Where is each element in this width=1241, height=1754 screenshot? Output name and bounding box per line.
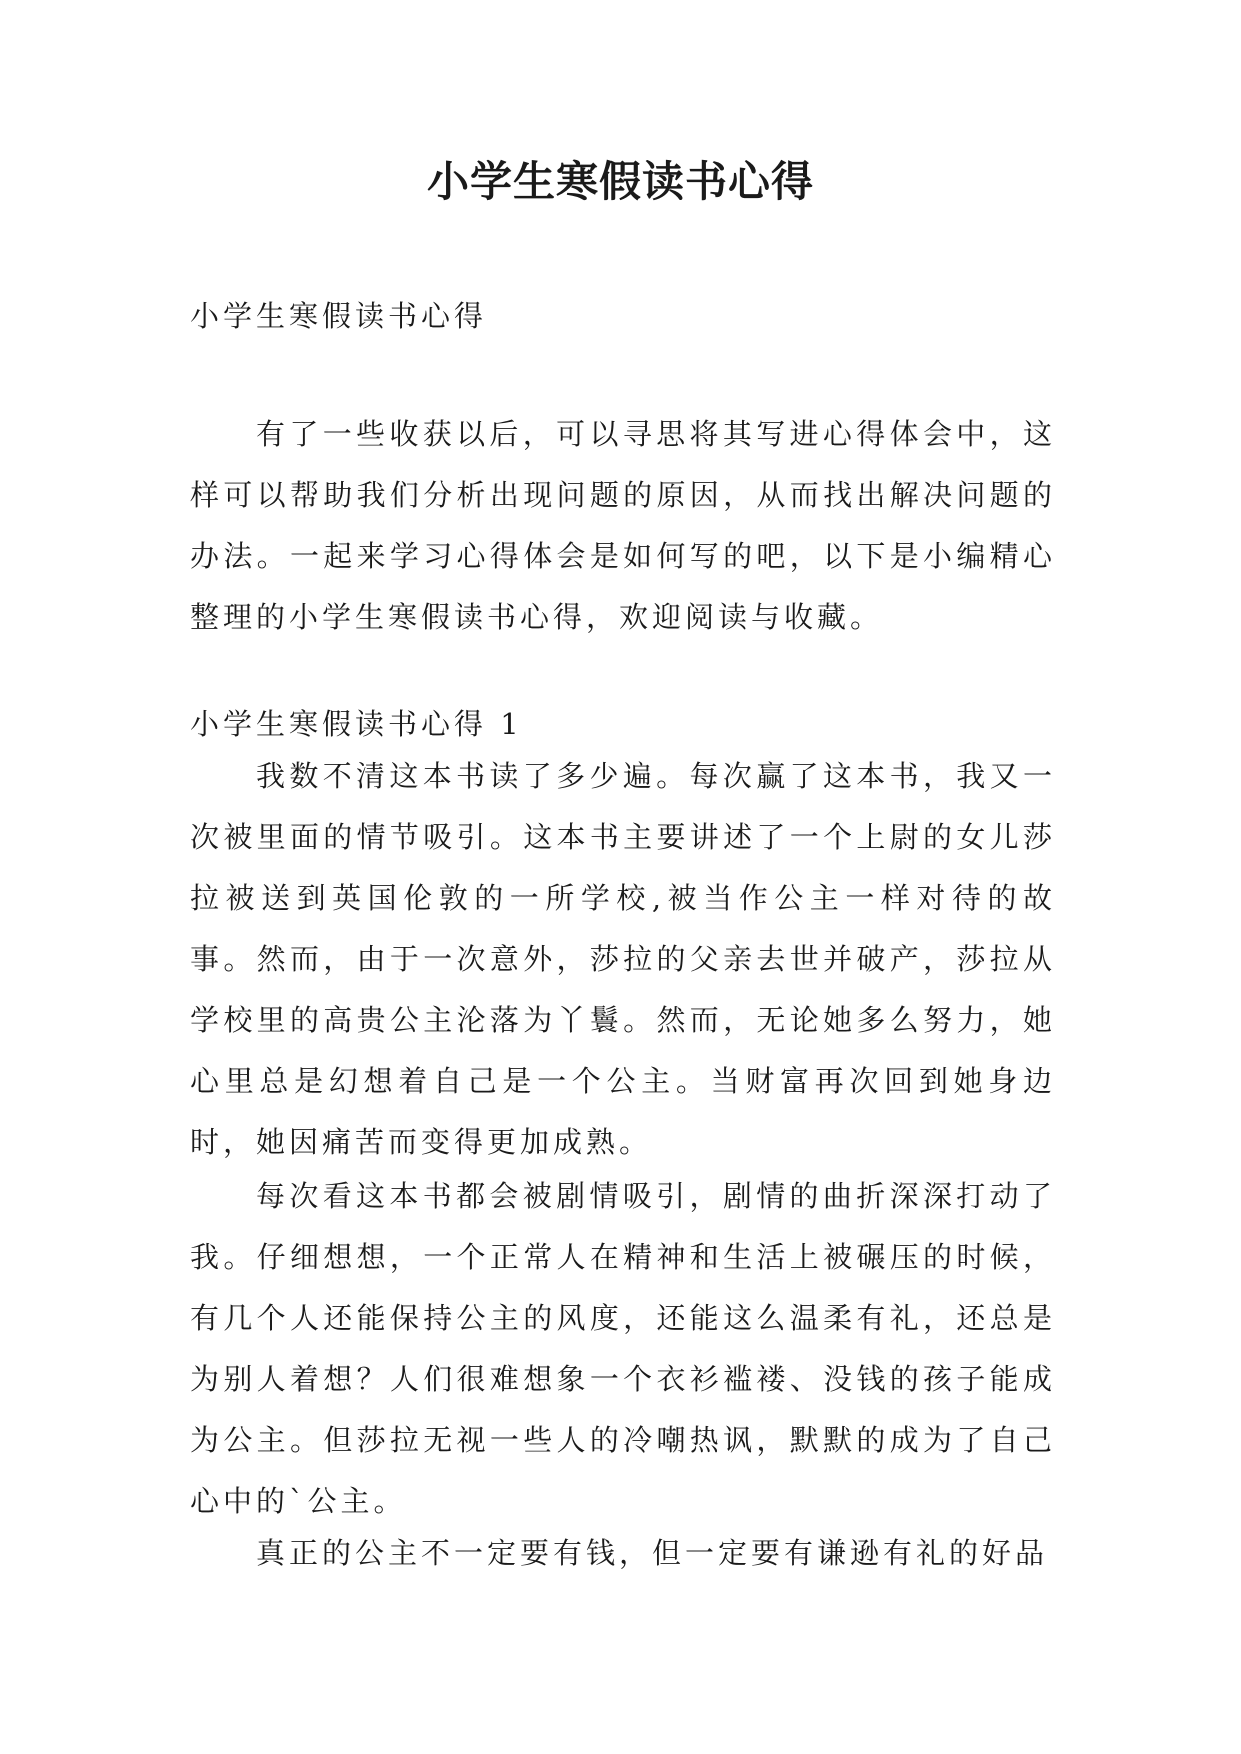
section-heading: 小学生寒假读书心得 1 [190,707,523,741]
body-paragraph-2: 每次看这本书都会被剧情吸引，剧情的曲折深深打动了我。仔细想想，一个正常人在精神和生活上被碾压的时候，有几个人还能保持公主的风度，还能这么温柔有礼，还总是为别人着想？人们很难想象一个衣衫褴褛、没钱的孩子能成为公主。但莎拉无视一些人的冷嘲热讽，默默的成为了自己心中的`公主。 [190,1179,1056,1518]
intro-paragraph: 有了一些收获以后，可以寻思将其写进心得体会中，这样可以帮助我们分析出现问题的原因，从而找出解决问题的办法。一起来学习心得体会是如何写的吧，以下是小编精心整理的小学生寒假读书心得，欢迎阅读与收藏。 [190,417,1056,634]
document-title: 小学生寒假读书心得 [426,157,814,206]
body-paragraph-3: 真正的公主不一定要有钱，但一定要有谦逊有礼的好品 [256,1536,1049,1570]
document-subtitle: 小学生寒假读书心得 [190,299,488,333]
body-paragraph-1: 我数不清这本书读了多少遍。每次赢了这本书，我又一次被里面的情节吸引。这本书主要讲述了一个上尉的女儿莎拉被送到英国伦敦的一所学校,被当作公主一样对待的故事。然而，由于一次意外，莎拉的父亲去世并破产，莎拉从学校里的高贵公主沦落为丫鬟。然而，无论她多么努力，她心里总是幻想着自己是一个公主。当财富再次回到她身边时，她因痛苦而变得更加成熟。 [190,759,1056,1159]
